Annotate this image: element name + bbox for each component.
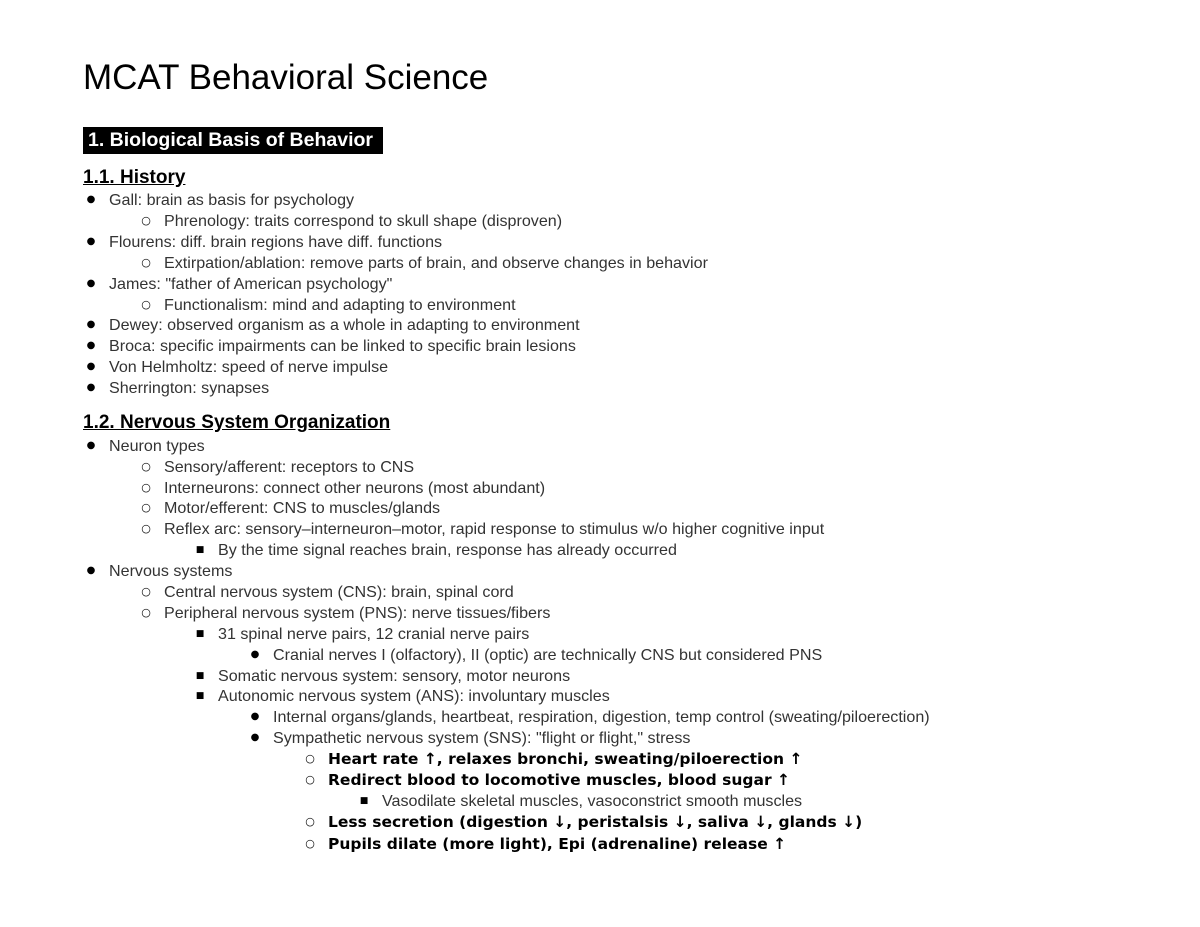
section-header: 1. Biological Basis of Behavior <box>83 127 383 154</box>
history-item <box>86 336 576 356</box>
nervous-system-item-text: Central nervous system (CNS): brain, spinal cord <box>164 583 514 601</box>
history-item-text: Phrenology: traits correspond to skull shape (disproven) <box>164 212 563 230</box>
disc-bullet-icon: ● <box>86 382 96 393</box>
nervous-system-item-text: Cranial nerves I (olfactory), II (optic) are technically CNS but considered PNS <box>273 646 823 664</box>
nervous-system-item-text: Reflex arc: sensory–interneuron–motor, rapid response to stimulus w/o higher cognitive input <box>164 520 825 538</box>
circle-bullet-icon: ○ <box>141 460 151 473</box>
nervous-system-item <box>86 436 205 456</box>
document-title: MCAT Behavioral Science <box>83 58 489 97</box>
nervous-system-item-text: Nervous systems <box>109 562 233 580</box>
nervous-system-item-text: Sensory/afferent: receptors to CNS <box>164 458 415 476</box>
nervous-system-item <box>141 582 514 602</box>
history-item <box>141 253 708 273</box>
nervous-system-item <box>250 645 823 665</box>
nervous-system-item <box>141 457 415 477</box>
nervous-system-item-text: Autonomic nervous system (ANS): involuntary muscles <box>218 687 610 705</box>
nervous-system-item-text: Interneurons: connect other neurons (most abundant) <box>164 479 546 497</box>
nervous-system-item <box>305 749 803 769</box>
nervous-system-item-text: Neuron types <box>109 437 205 455</box>
nervous-system-item-text: Motor/efferent: CNS to muscles/glands <box>164 499 441 517</box>
disc-bullet-icon: ● <box>250 711 260 722</box>
history-item-text: Extirpation/ablation: remove parts of brain, and observe changes in behavior <box>164 254 708 272</box>
square-bullet-icon: ■ <box>359 796 369 806</box>
nervous-system-item-text: Pupils dilate (more light), Epi (adrenaline) release ↑ <box>328 835 787 853</box>
nervous-system-item <box>86 561 233 581</box>
history-item <box>141 295 516 315</box>
circle-bullet-icon: ○ <box>141 606 151 619</box>
nervous-system-item-text: Heart rate ↑, relaxes bronchi, sweating/piloerection ↑ <box>328 750 803 768</box>
disc-bullet-icon: ● <box>86 278 96 289</box>
circle-bullet-icon: ○ <box>141 298 151 311</box>
nervous-system-heading: 1.2. Nervous System Organization <box>83 412 391 433</box>
circle-bullet-icon: ○ <box>305 752 315 765</box>
nervous-system-item-text: Sympathetic nervous system (SNS): "flight or flight," stress <box>273 729 691 747</box>
nervous-system-item-text: Vasodilate skeletal muscles, vasoconstrict smooth muscles <box>382 792 803 810</box>
history-item <box>86 190 355 210</box>
circle-bullet-icon: ○ <box>141 256 151 269</box>
nervous-system-item <box>195 666 571 686</box>
history-item-text: James: "father of American psychology" <box>109 275 393 293</box>
history-item-text: Dewey: observed organism as a whole in adapting to environment <box>109 316 580 334</box>
history-item <box>86 232 443 252</box>
history-item-text: Functionalism: mind and adapting to environment <box>164 296 516 314</box>
circle-bullet-icon: ○ <box>141 481 151 494</box>
nervous-system-item <box>305 770 790 790</box>
circle-bullet-icon: ○ <box>141 214 151 227</box>
nervous-system-item-text: Peripheral nervous system (PNS): nerve tissues/fibers <box>164 604 551 622</box>
nervous-system-item <box>195 686 610 706</box>
nervous-system-item <box>359 791 803 811</box>
nervous-system-item <box>305 834 787 854</box>
square-bullet-icon: ■ <box>195 691 205 701</box>
nervous-system-item-text: Less secretion (digestion ↓, peristalsis ↓, saliva ↓, glands ↓) <box>328 813 863 831</box>
history-item <box>86 357 389 377</box>
history-item-text: Sherrington: synapses <box>109 379 270 397</box>
history-item-text: Flourens: diff. brain regions have diff. functions <box>109 233 443 251</box>
disc-bullet-icon: ● <box>250 732 260 743</box>
disc-bullet-icon: ● <box>86 236 96 247</box>
history-item-text: Von Helmholtz: speed of nerve impulse <box>109 358 389 376</box>
history-item <box>86 378 270 398</box>
history-item <box>86 274 393 294</box>
nervous-system-item <box>305 812 863 832</box>
nervous-system-item <box>250 707 930 727</box>
nervous-system-item <box>195 540 677 560</box>
circle-bullet-icon: ○ <box>305 815 315 828</box>
disc-bullet-icon: ● <box>86 361 96 372</box>
circle-bullet-icon: ○ <box>141 522 151 535</box>
square-bullet-icon: ■ <box>195 545 205 555</box>
circle-bullet-icon: ○ <box>305 773 315 786</box>
disc-bullet-icon: ● <box>86 319 96 330</box>
nervous-system-item <box>141 478 546 498</box>
history-item-text: Broca: specific impairments can be linked to specific brain lesions <box>109 337 576 355</box>
square-bullet-icon: ■ <box>195 629 205 639</box>
circle-bullet-icon: ○ <box>141 585 151 598</box>
nervous-system-item <box>141 603 551 623</box>
history-item-text: Gall: brain as basis for psychology <box>109 191 355 209</box>
nervous-system-item <box>195 624 530 644</box>
history-heading: 1.1. History <box>83 167 186 188</box>
disc-bullet-icon: ● <box>250 649 260 660</box>
history-item <box>86 315 580 335</box>
disc-bullet-icon: ● <box>86 565 96 576</box>
nervous-system-item-text: Internal organs/glands, heartbeat, respiration, digestion, temp control (sweating/piloerection) <box>273 708 930 726</box>
disc-bullet-icon: ● <box>86 440 96 451</box>
circle-bullet-icon: ○ <box>141 501 151 514</box>
nervous-system-item-text: Redirect blood to locomotive muscles, blood sugar ↑ <box>328 771 790 789</box>
nervous-system-item <box>141 498 441 518</box>
nervous-system-item-text: By the time signal reaches brain, response has already occurred <box>218 541 677 559</box>
nervous-system-item <box>141 519 825 539</box>
disc-bullet-icon: ● <box>86 340 96 351</box>
square-bullet-icon: ■ <box>195 671 205 681</box>
nervous-system-item-text: 31 spinal nerve pairs, 12 cranial nerve pairs <box>218 625 530 643</box>
disc-bullet-icon: ● <box>86 194 96 205</box>
nervous-system-item <box>250 728 691 748</box>
circle-bullet-icon: ○ <box>305 837 315 850</box>
nervous-system-item-text: Somatic nervous system: sensory, motor neurons <box>218 667 571 685</box>
history-item <box>141 211 563 231</box>
